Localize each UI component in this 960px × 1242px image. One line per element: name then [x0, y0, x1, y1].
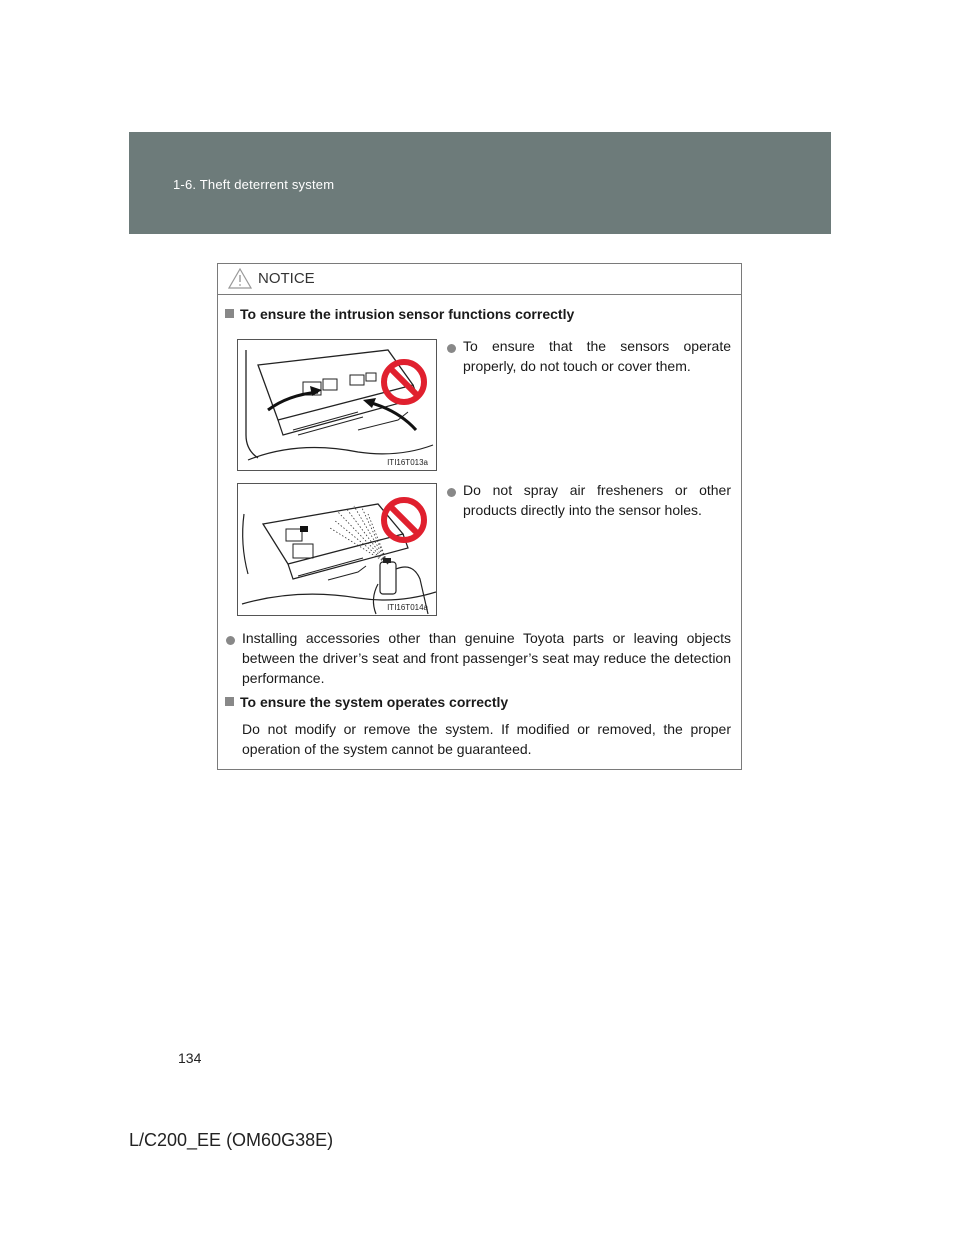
round-bullet-icon — [226, 636, 235, 645]
sensor-touch-illustration — [237, 339, 437, 471]
square-bullet-icon — [225, 309, 234, 318]
round-bullet-icon — [447, 344, 456, 353]
bullet-accessories: Installing accessories other than genuine Toyota parts or leaving objects between the driver’s seat and front passenger’s seat may reduce the detection performance. — [242, 630, 731, 686]
round-bullet-icon — [447, 488, 456, 497]
square-bullet-icon — [225, 697, 234, 706]
page-number: 134 — [178, 1050, 202, 1066]
prohibition-icon — [380, 496, 428, 544]
bullet-do-not-spray: Do not spray air fresheners or other products directly into the sensor holes. — [463, 482, 731, 518]
system-operation-heading: To ensure the system operates correctly — [225, 694, 508, 710]
notice-header — [218, 264, 741, 295]
illustration-code: ITI16T013a — [387, 458, 428, 467]
sensor-spray-illustration — [237, 483, 437, 616]
prohibition-icon — [380, 358, 428, 406]
section-title: 1-6. Theft deterrent system — [173, 177, 335, 192]
notice-label: NOTICE — [258, 270, 315, 287]
warning-triangle-icon — [228, 268, 252, 289]
intrusion-sensor-heading: To ensure the intrusion sensor functions correctly — [225, 306, 574, 322]
bullet-do-not-touch: To ensure that the sensors operate properly, do not touch or cover them. — [463, 338, 731, 374]
model-code: L/C200_EE (OM60G38E) — [129, 1130, 334, 1150]
section-header-band — [129, 132, 831, 234]
illustration-code: ITI16T014a — [387, 603, 428, 612]
notice-box — [217, 263, 742, 770]
do-not-modify-paragraph: Do not modify or remove the system. If modified or removed, the proper operation of the system cannot be guaranteed. — [242, 721, 731, 757]
